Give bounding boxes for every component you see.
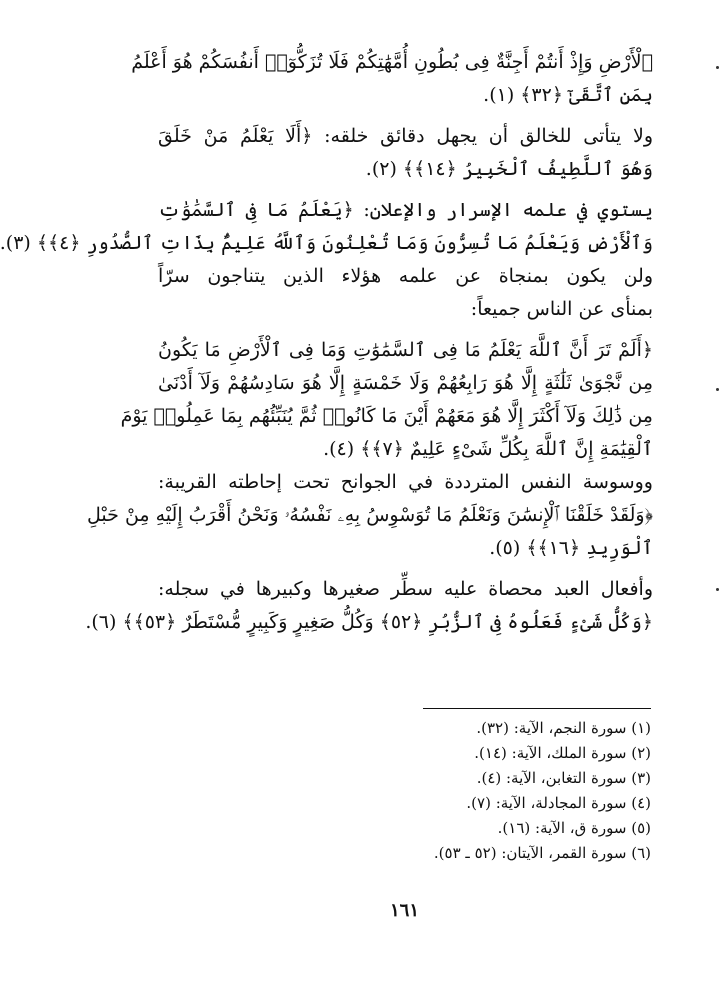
footnote-3: (٣) سورة التغابن، الآية: (٤). <box>476 769 651 787</box>
text-line-11: مِن ذَٰلِكَ وَلَآ أَكْثَرَ إِلَّا هُوَ مَعَهُمْ أَيْنَ مَا كَانُوا۟ ثُمَّ يُنَبِّئُهُم بِمَا عَمِلُوا۟ يَوْمَ <box>120 405 653 427</box>
text-line-13: ووسوسة النفس المترددة في الجوانح تحت إحاطته القريبة: <box>158 471 653 493</box>
text-line-6: وَٱلْأَرْضِ وَيَعْلَمُ مَا تُسِرُّونَ وَمَا تُعْلِنُونَ وَٱللَّهُ عَلِيمٌۢ بِذَاتِ ٱلصُّدُورِ ﴿٤﴾﴾ (٣). <box>0 232 653 254</box>
footnote-2: (٢) سورة الملك، الآية: (١٤). <box>474 744 651 762</box>
text-line-2: بِمَنِ ٱتَّقَىٰٓ ﴿٣٢﴾ (١). <box>483 84 653 106</box>
text-line-9: ﴿أَلَمْ تَرَ أَنَّ ٱللَّهَ يَعْلَمُ مَا فِى ٱلسَّمَٰوَٰتِ وَمَا فِى ٱلْأَرْضِ مَا يَكُونُ <box>158 339 653 361</box>
edge-dot <box>716 588 719 591</box>
footnote-4: (٤) سورة المجادلة، الآية: (٧). <box>466 794 651 812</box>
main-text <box>0 46 653 639</box>
footnote-divider <box>423 708 651 709</box>
edge-dot <box>716 66 719 69</box>
text-line-8: بمنأى عن الناس جميعاً: <box>470 298 653 320</box>
text-line-12: ٱلْقِيَٰمَةِ إِنَّ ٱللَّهَ بِكُلِّ شَىْءٍ عَلِيمٌ ﴿٧﴾﴾ (٤). <box>323 438 653 460</box>
page-number: ١٦١ <box>389 900 419 921</box>
text-line-17: ﴿وَكُلُّ شَىْءٍ فَعَلُوهُ فِى ٱلزُّبُرِ ﴿٥٢﴾ وَكُلُّ صَغِيرٍ وَكَبِيرٍ مُّسْتَطَرٌ ﴿٥٣﴾﴾ (٦). <box>85 611 653 633</box>
footnotes <box>171 716 651 866</box>
text-line-15: ٱلْوَرِيدِ ﴿١٦﴾﴾ (٥). <box>489 537 653 559</box>
footnote-5: (٥) سورة ق، الآية: (١٦). <box>497 819 651 837</box>
text-line-7: ولن يكون بمنجاة عن علمه هؤلاء الذين يتناجون سرّاً <box>158 265 653 287</box>
text-line-4: وَهُوَ ٱللَّطِيفُ ٱلْخَبِيرُ ﴿١٤﴾﴾ (٢). <box>365 158 653 180</box>
footnote-6: (٦) سورة القمر، الآيتان: (٥٢ ـ ٥٣). <box>433 844 651 862</box>
text-line-3: ولا يتأتى للخالق أن يجهل دقائق خلقه: ﴿أَلَا يَعْلَمُ مَنْ خَلَقَ <box>158 125 653 147</box>
text-line-5: يستوي في علمه الإسرار والإعلان: ﴿يَعْلَمُ مَا فِى ٱلسَّمَٰوَٰتِ <box>158 199 653 221</box>
footnote-1: (١) سورة النجم، الآية: (٣٢). <box>476 719 651 737</box>
edge-dot <box>716 388 719 391</box>
text-line-10: مِن نَّجْوَىٰ ثَلَٰثَةٍ إِلَّا هُوَ رَابِعُهُمْ وَلَا خَمْسَةٍ إِلَّا هُوَ سَادِسُهُمْ وَلَآ أَدْنَىٰ <box>158 372 653 394</box>
text-line-16: وأفعال العبد محصاة عليه سطِّر صغيرها وكبيرها في سجله: <box>158 578 653 600</box>
text-line-14: ﴿وَلَقَدْ خَلَقْنَا ٱلْإِنسَٰنَ وَنَعْلَمُ مَا تُوَسْوِسُ بِهِۦ نَفْسُهُۥ وَنَحْنُ أَقْرَبُ إِلَيْهِ مِنْ حَبْلِ <box>87 504 653 526</box>
text-line-1: ٱلْأَرْضِ وَإِذْ أَنتُمْ أَجِنَّةٌ فِى بُطُونِ أُمَّهَٰتِكُمْ فَلَا تُزَكُّوٓا۟ أَنفُسَكُمْ هُوَ أَعْلَمُ <box>131 51 653 73</box>
